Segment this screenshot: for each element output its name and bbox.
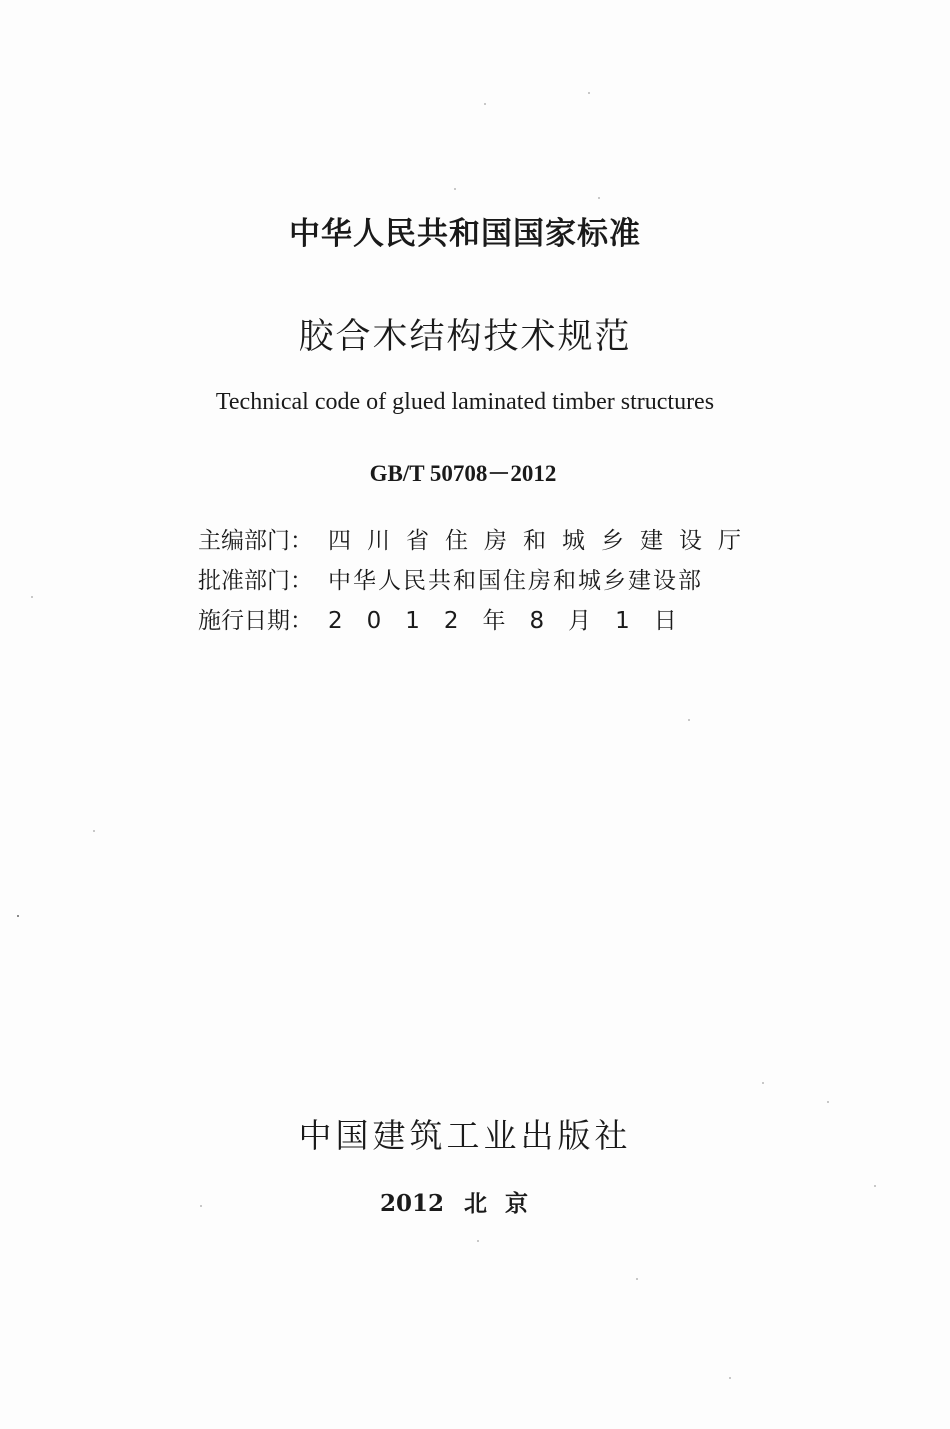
scan-speck xyxy=(598,197,600,199)
effective-date-row xyxy=(198,598,758,638)
effective-date-value: 2012年8月1日 xyxy=(328,607,701,634)
standard-type: 中华人民共和国国家标准 xyxy=(289,216,641,252)
publication-city: 北京 xyxy=(464,1190,547,1217)
publication-year: 2012 xyxy=(379,1190,444,1217)
approval-row xyxy=(198,558,758,598)
scan-speck xyxy=(588,92,590,94)
publication-place xyxy=(0,1185,938,1218)
scan-speck xyxy=(762,1082,764,1084)
scan-speck xyxy=(454,188,456,190)
scan-speck xyxy=(688,719,690,721)
title-english: Technical code of glued laminated timber structures xyxy=(215,389,715,415)
effective-date-label: 施行日期： xyxy=(198,607,313,634)
scan-speck xyxy=(200,1205,202,1207)
scan-speck xyxy=(636,1278,638,1280)
scan-speck xyxy=(31,596,33,598)
scan-speck xyxy=(729,1377,731,1379)
standard-code: GB/T 50708－2012 xyxy=(369,461,557,486)
title-chinese: 胶合木结构技术规范 xyxy=(298,317,632,357)
scan-speck xyxy=(477,1240,479,1242)
chief-editor-label: 主编部门： xyxy=(198,527,313,554)
approval-value: 中华人民共和国住房和城乡建设部 xyxy=(328,567,703,594)
scan-speck xyxy=(874,1185,876,1187)
scan-speck xyxy=(17,915,19,917)
publication-info xyxy=(198,518,758,638)
publisher-name: 中国建筑工业出版社 xyxy=(298,1116,632,1155)
approval-label: 批准部门： xyxy=(198,567,313,594)
scan-speck xyxy=(484,103,486,105)
chief-editor-row xyxy=(198,518,758,558)
scan-speck xyxy=(93,830,95,832)
scan-speck xyxy=(827,1101,829,1103)
chief-editor-value: 四川省住房和城乡建设厅 xyxy=(328,527,757,554)
